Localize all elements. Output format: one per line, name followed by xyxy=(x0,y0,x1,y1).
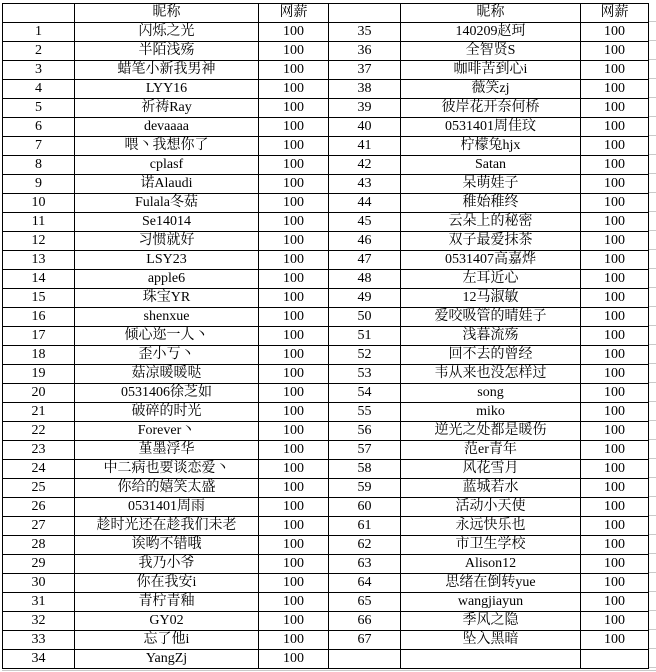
table-row xyxy=(3,612,649,631)
cell-left-number[interactable]: 2 xyxy=(3,42,75,61)
cell-right-salary[interactable]: 100 xyxy=(581,308,649,327)
table-row xyxy=(3,137,649,156)
table-row xyxy=(3,23,649,42)
cell-right-salary[interactable]: 100 xyxy=(581,422,649,441)
table-row xyxy=(3,631,649,650)
cell-left-nickname[interactable]: 你在我安i xyxy=(75,574,259,593)
cell-left-number[interactable]: 3 xyxy=(3,61,75,80)
table-row xyxy=(3,460,649,479)
cell-left-salary[interactable]: 100 xyxy=(259,498,329,517)
cell-right-nickname[interactable]: 蓝城若水 xyxy=(401,479,581,498)
cell-right-nickname[interactable]: 呆萌娃子 xyxy=(401,175,581,194)
table-row xyxy=(3,42,649,61)
header-nickname-left[interactable]: 昵称 xyxy=(75,4,259,23)
cell-left-number[interactable]: 25 xyxy=(3,479,75,498)
cell-right-salary[interactable]: 100 xyxy=(581,251,649,270)
cell-left-number[interactable]: 14 xyxy=(3,270,75,289)
cell-left-nickname[interactable]: devaaaa xyxy=(75,118,259,137)
cell-right-number[interactable]: 39 xyxy=(329,99,401,118)
cell-right-number[interactable]: 46 xyxy=(329,232,401,251)
cell-left-salary[interactable]: 100 xyxy=(259,42,329,61)
cell-right-salary[interactable]: 100 xyxy=(581,194,649,213)
cell-left-salary[interactable]: 100 xyxy=(259,251,329,270)
cell-left-nickname[interactable]: 珠宝YR xyxy=(75,289,259,308)
table-row xyxy=(3,498,649,517)
cell-left-salary[interactable]: 100 xyxy=(259,118,329,137)
cell-left-number[interactable]: 34 xyxy=(3,650,75,669)
cell-right-number[interactable]: 56 xyxy=(329,422,401,441)
cell-left-number[interactable]: 7 xyxy=(3,137,75,156)
cell-right-number[interactable]: 58 xyxy=(329,460,401,479)
cell-right-salary[interactable]: 100 xyxy=(581,80,649,99)
cell-left-number[interactable]: 27 xyxy=(3,517,75,536)
cell-right-nickname[interactable]: 浅暮流殇 xyxy=(401,327,581,346)
cell-right-salary[interactable]: 100 xyxy=(581,365,649,384)
cell-right-number[interactable]: 43 xyxy=(329,175,401,194)
cell-left-salary[interactable]: 100 xyxy=(259,289,329,308)
cell-right-salary[interactable]: 100 xyxy=(581,232,649,251)
cell-right-salary[interactable]: 100 xyxy=(581,346,649,365)
cell-left-nickname[interactable]: 祈祷Ray xyxy=(75,99,259,118)
cell-right-nickname[interactable]: 左耳近心 xyxy=(401,270,581,289)
cell-right-number[interactable]: 49 xyxy=(329,289,401,308)
cell-right-number[interactable]: 67 xyxy=(329,631,401,650)
cell-left-number[interactable]: 26 xyxy=(3,498,75,517)
cell-left-nickname[interactable]: 趁时光还在趁我们未老 xyxy=(75,517,259,536)
cell-right-number[interactable]: 42 xyxy=(329,156,401,175)
cell-right-salary[interactable]: 100 xyxy=(581,479,649,498)
cell-left-number[interactable]: 20 xyxy=(3,384,75,403)
table-row xyxy=(3,346,649,365)
cell-right-number[interactable]: 44 xyxy=(329,194,401,213)
cell-right-salary[interactable]: 100 xyxy=(581,213,649,232)
cell-right-salary[interactable]: 100 xyxy=(581,327,649,346)
cell-left-nickname[interactable]: LYY16 xyxy=(75,80,259,99)
cell-right-nickname[interactable]: 爱咬吸管的晴娃子 xyxy=(401,308,581,327)
table-row xyxy=(3,80,649,99)
cell-right-salary[interactable]: 100 xyxy=(581,156,649,175)
cell-left-salary[interactable]: 100 xyxy=(259,612,329,631)
cell-left-nickname[interactable]: 诺Alaudi xyxy=(75,175,259,194)
cell-right-salary[interactable]: 100 xyxy=(581,536,649,555)
table-row xyxy=(3,251,649,270)
cell-right-number[interactable]: 45 xyxy=(329,213,401,232)
cell-right-number[interactable]: 41 xyxy=(329,137,401,156)
cell-right-number[interactable]: 37 xyxy=(329,61,401,80)
cell-left-nickname[interactable]: apple6 xyxy=(75,270,259,289)
cell-right-nickname[interactable]: Satan xyxy=(401,156,581,175)
cell-left-salary[interactable]: 100 xyxy=(259,61,329,80)
cell-left-number[interactable]: 22 xyxy=(3,422,75,441)
table-row xyxy=(3,213,649,232)
cell-right-nickname[interactable]: 活动小天使 xyxy=(401,498,581,517)
cell-left-nickname[interactable]: 破碎的时光 xyxy=(75,403,259,422)
cell-left-nickname[interactable]: 0531406徐芝如 xyxy=(75,384,259,403)
cell-right-number[interactable]: 61 xyxy=(329,517,401,536)
cell-left-nickname[interactable]: 堇墨浮华 xyxy=(75,441,259,460)
cell-left-nickname[interactable]: shenxue xyxy=(75,308,259,327)
cell-left-salary[interactable]: 100 xyxy=(259,175,329,194)
cell-left-number[interactable]: 24 xyxy=(3,460,75,479)
cell-left-salary[interactable]: 100 xyxy=(259,327,329,346)
cell-right-nickname[interactable]: 季风之隐 xyxy=(401,612,581,631)
cell-right-salary[interactable]: 100 xyxy=(581,270,649,289)
cell-left-number[interactable]: 12 xyxy=(3,232,75,251)
cell-right-salary[interactable]: 100 xyxy=(581,498,649,517)
cell-left-nickname[interactable]: 诶哟不错哦 xyxy=(75,536,259,555)
spreadsheet-gridlines-bottom xyxy=(2,670,656,671)
cell-right-salary[interactable]: 100 xyxy=(581,384,649,403)
cell-right-number[interactable]: 35 xyxy=(329,23,401,42)
cell-right-nickname[interactable]: 逆光之处都是暖伤 xyxy=(401,422,581,441)
cell-left-salary[interactable]: 100 xyxy=(259,213,329,232)
cell-left-salary[interactable]: 100 xyxy=(259,80,329,99)
cell-left-number[interactable]: 4 xyxy=(3,80,75,99)
cell-left-number[interactable]: 21 xyxy=(3,403,75,422)
cell-right-salary[interactable]: 100 xyxy=(581,631,649,650)
cell-left-nickname[interactable]: 蜡笔小新我男神 xyxy=(75,61,259,80)
cell-right-salary[interactable]: 100 xyxy=(581,555,649,574)
cell-right-number[interactable]: 57 xyxy=(329,441,401,460)
cell-left-number[interactable]: 9 xyxy=(3,175,75,194)
cell-right-number[interactable]: 63 xyxy=(329,555,401,574)
cell-right-nickname[interactable]: 双子最爱抹茶 xyxy=(401,232,581,251)
cell-right-number[interactable]: 55 xyxy=(329,403,401,422)
cell-right-salary[interactable]: 100 xyxy=(581,118,649,137)
table-row xyxy=(3,156,649,175)
cell-right-salary[interactable] xyxy=(581,650,649,669)
cell-right-number[interactable]: 50 xyxy=(329,308,401,327)
table-row xyxy=(3,232,649,251)
cell-right-salary[interactable]: 100 xyxy=(581,517,649,536)
table-row xyxy=(3,574,649,593)
table-row xyxy=(3,593,649,612)
cell-right-nickname[interactable]: 140209赵珂 xyxy=(401,23,581,42)
cell-right-salary[interactable]: 100 xyxy=(581,137,649,156)
cell-left-nickname[interactable]: 喂丶我想你了 xyxy=(75,137,259,156)
cell-left-number[interactable]: 11 xyxy=(3,213,75,232)
cell-right-nickname[interactable]: 市卫生学校 xyxy=(401,536,581,555)
cell-left-salary[interactable]: 100 xyxy=(259,593,329,612)
cell-left-salary[interactable]: 100 xyxy=(259,365,329,384)
cell-right-number[interactable]: 40 xyxy=(329,118,401,137)
cell-right-salary[interactable]: 100 xyxy=(581,441,649,460)
cell-left-number[interactable]: 16 xyxy=(3,308,75,327)
cell-right-number[interactable]: 66 xyxy=(329,612,401,631)
cell-right-nickname[interactable]: 0531401周佳玟 xyxy=(401,118,581,137)
cell-left-salary[interactable]: 100 xyxy=(259,574,329,593)
cell-left-number[interactable]: 13 xyxy=(3,251,75,270)
cell-right-nickname[interactable]: 坠入黑暗 xyxy=(401,631,581,650)
header-nickname-right[interactable]: 昵称 xyxy=(401,4,581,23)
cell-left-nickname[interactable]: Se14014 xyxy=(75,213,259,232)
table-row xyxy=(3,308,649,327)
cell-left-number[interactable]: 5 xyxy=(3,99,75,118)
cell-left-salary[interactable]: 100 xyxy=(259,403,329,422)
cell-left-salary[interactable]: 100 xyxy=(259,536,329,555)
cell-right-number[interactable]: 51 xyxy=(329,327,401,346)
table-row xyxy=(3,175,649,194)
header-salary-left[interactable]: 网薪 xyxy=(259,4,329,23)
cell-left-nickname[interactable]: YangZj xyxy=(75,650,259,669)
cell-right-nickname[interactable]: 思绪在倒转yue xyxy=(401,574,581,593)
cell-right-nickname[interactable]: 云朵上的秘密 xyxy=(401,213,581,232)
cell-right-number[interactable]: 54 xyxy=(329,384,401,403)
cell-left-salary[interactable]: 100 xyxy=(259,156,329,175)
cell-left-salary[interactable]: 100 xyxy=(259,441,329,460)
cell-right-number[interactable] xyxy=(329,650,401,669)
table-row xyxy=(3,289,649,308)
header-number-right[interactable] xyxy=(329,4,401,23)
cell-right-nickname[interactable]: Alison12 xyxy=(401,555,581,574)
cell-right-nickname[interactable] xyxy=(401,650,581,669)
cell-right-salary[interactable]: 100 xyxy=(581,42,649,61)
cell-left-nickname[interactable]: GY02 xyxy=(75,612,259,631)
cell-right-number[interactable]: 52 xyxy=(329,346,401,365)
cell-right-salary[interactable]: 100 xyxy=(581,23,649,42)
header-number-left[interactable] xyxy=(3,4,75,23)
cell-right-nickname[interactable]: song xyxy=(401,384,581,403)
cell-right-nickname[interactable]: 咖啡苦到心i xyxy=(401,61,581,80)
cell-right-number[interactable]: 60 xyxy=(329,498,401,517)
cell-left-number[interactable]: 19 xyxy=(3,365,75,384)
cell-left-nickname[interactable]: 中二病也要谈恋爱丶 xyxy=(75,460,259,479)
cell-right-nickname[interactable]: 薇笑zj xyxy=(401,80,581,99)
cell-left-nickname[interactable]: 0531401周雨 xyxy=(75,498,259,517)
cell-left-salary[interactable]: 100 xyxy=(259,555,329,574)
cell-left-nickname[interactable]: 青柠青釉 xyxy=(75,593,259,612)
cell-left-number[interactable]: 23 xyxy=(3,441,75,460)
cell-left-salary[interactable]: 100 xyxy=(259,631,329,650)
header-row xyxy=(3,4,649,23)
cell-left-number[interactable]: 18 xyxy=(3,346,75,365)
cell-right-number[interactable]: 36 xyxy=(329,42,401,61)
cell-right-nickname[interactable]: 12马淑敏 xyxy=(401,289,581,308)
cell-right-salary[interactable]: 100 xyxy=(581,574,649,593)
table-row xyxy=(3,327,649,346)
cell-right-nickname[interactable]: 永远快乐也 xyxy=(401,517,581,536)
cell-left-salary[interactable]: 100 xyxy=(259,384,329,403)
cell-right-nickname[interactable]: 稚始稚终 xyxy=(401,194,581,213)
cell-right-number[interactable]: 62 xyxy=(329,536,401,555)
cell-left-salary[interactable]: 100 xyxy=(259,517,329,536)
cell-left-salary[interactable]: 100 xyxy=(259,346,329,365)
cell-right-salary[interactable]: 100 xyxy=(581,403,649,422)
cell-right-number[interactable]: 59 xyxy=(329,479,401,498)
cell-right-number[interactable]: 48 xyxy=(329,270,401,289)
cell-left-nickname[interactable]: cplasf xyxy=(75,156,259,175)
cell-right-salary[interactable]: 100 xyxy=(581,61,649,80)
cell-left-nickname[interactable]: 我乃小爷 xyxy=(75,555,259,574)
cell-left-nickname[interactable]: Forever丶 xyxy=(75,422,259,441)
cell-right-nickname[interactable]: 回不去的曾经 xyxy=(401,346,581,365)
table-row xyxy=(3,99,649,118)
cell-left-salary[interactable]: 100 xyxy=(259,422,329,441)
table-row xyxy=(3,61,649,80)
cell-right-number[interactable]: 53 xyxy=(329,365,401,384)
cell-left-number[interactable]: 33 xyxy=(3,631,75,650)
cell-left-salary[interactable]: 100 xyxy=(259,194,329,213)
cell-left-number[interactable]: 17 xyxy=(3,327,75,346)
cell-left-nickname[interactable]: 你给的嬉笑太盛 xyxy=(75,479,259,498)
cell-left-salary[interactable]: 100 xyxy=(259,23,329,42)
header-salary-right[interactable]: 网薪 xyxy=(581,4,649,23)
cell-right-nickname[interactable]: 彼岸花开奈何桥 xyxy=(401,99,581,118)
cell-left-number[interactable]: 8 xyxy=(3,156,75,175)
cell-left-nickname[interactable]: LSY23 xyxy=(75,251,259,270)
table-row xyxy=(3,441,649,460)
cell-left-salary[interactable]: 100 xyxy=(259,99,329,118)
table-row xyxy=(3,422,649,441)
table-row xyxy=(3,194,649,213)
roster-table xyxy=(2,3,649,669)
cell-right-salary[interactable]: 100 xyxy=(581,175,649,194)
cell-left-number[interactable]: 29 xyxy=(3,555,75,574)
table-row xyxy=(3,365,649,384)
table-row xyxy=(3,384,649,403)
cell-left-nickname[interactable]: 半陌浅殇 xyxy=(75,42,259,61)
cell-left-salary[interactable]: 100 xyxy=(259,479,329,498)
cell-left-salary[interactable]: 100 xyxy=(259,460,329,479)
cell-left-nickname[interactable]: 闪烁之光 xyxy=(75,23,259,42)
cell-left-salary[interactable]: 100 xyxy=(259,137,329,156)
cell-left-salary[interactable]: 100 xyxy=(259,270,329,289)
cell-right-number[interactable]: 38 xyxy=(329,80,401,99)
cell-right-salary[interactable]: 100 xyxy=(581,289,649,308)
cell-right-nickname[interactable]: 0531407高嘉烨 xyxy=(401,251,581,270)
cell-right-salary[interactable]: 100 xyxy=(581,99,649,118)
cell-right-nickname[interactable]: 范er青年 xyxy=(401,441,581,460)
cell-left-number[interactable]: 31 xyxy=(3,593,75,612)
cell-left-number[interactable]: 28 xyxy=(3,536,75,555)
table-row xyxy=(3,270,649,289)
cell-right-nickname[interactable]: 风花雪月 xyxy=(401,460,581,479)
table-row xyxy=(3,650,649,669)
table-row xyxy=(3,118,649,137)
cell-right-number[interactable]: 47 xyxy=(329,251,401,270)
cell-left-salary[interactable]: 100 xyxy=(259,650,329,669)
cell-left-nickname[interactable]: 习惯就好 xyxy=(75,232,259,251)
cell-left-number[interactable]: 30 xyxy=(3,574,75,593)
cell-right-nickname[interactable]: wangjiayun xyxy=(401,593,581,612)
cell-left-nickname[interactable]: 忘了他i xyxy=(75,631,259,650)
cell-right-salary[interactable]: 100 xyxy=(581,593,649,612)
cell-left-number[interactable]: 1 xyxy=(3,23,75,42)
cell-right-number[interactable]: 64 xyxy=(329,574,401,593)
cell-left-nickname[interactable]: 倾心迩一人丶 xyxy=(75,327,259,346)
table-row xyxy=(3,479,649,498)
cell-left-salary[interactable]: 100 xyxy=(259,308,329,327)
cell-right-nickname[interactable]: 韦从来也没怎样过 xyxy=(401,365,581,384)
table-row xyxy=(3,517,649,536)
spreadsheet-gridlines-right xyxy=(649,3,656,668)
cell-left-nickname[interactable]: 菇凉暖暖哒 xyxy=(75,365,259,384)
cell-left-number[interactable]: 10 xyxy=(3,194,75,213)
cell-left-number[interactable]: 6 xyxy=(3,118,75,137)
cell-left-nickname[interactable]: Fulala冬菇 xyxy=(75,194,259,213)
cell-left-number[interactable]: 32 xyxy=(3,612,75,631)
cell-left-number[interactable]: 15 xyxy=(3,289,75,308)
cell-right-nickname[interactable]: miko xyxy=(401,403,581,422)
cell-left-nickname[interactable]: 歪小丂丶 xyxy=(75,346,259,365)
cell-left-salary[interactable]: 100 xyxy=(259,232,329,251)
table-row xyxy=(3,555,649,574)
cell-right-salary[interactable]: 100 xyxy=(581,612,649,631)
cell-right-salary[interactable]: 100 xyxy=(581,460,649,479)
cell-right-nickname[interactable]: 柠檬兔hjx xyxy=(401,137,581,156)
table-row xyxy=(3,403,649,422)
cell-right-nickname[interactable]: 全智贤S xyxy=(401,42,581,61)
cell-right-number[interactable]: 65 xyxy=(329,593,401,612)
table-row xyxy=(3,536,649,555)
